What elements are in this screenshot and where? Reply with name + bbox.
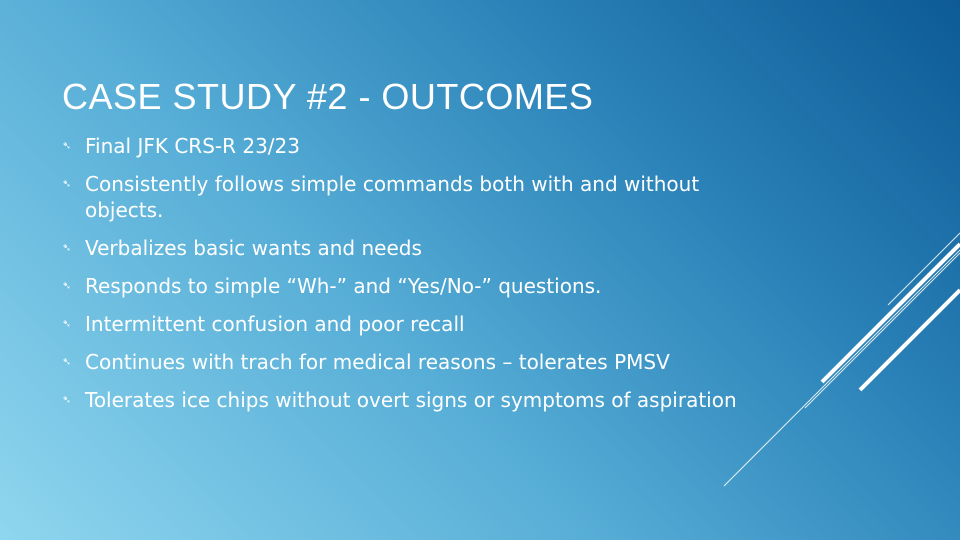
list-item (62, 387, 742, 413)
arrow-circle-icon: ➴ (62, 317, 72, 330)
arrow-circle-icon: ➴ (62, 177, 72, 190)
bullet-text: Intermittent confusion and poor recall (85, 312, 465, 336)
bullet-text: Verbalizes basic wants and needs (85, 236, 422, 260)
arrow-circle-icon: ➴ (62, 279, 72, 292)
bullet-text: Consistently follows simple commands both with and without objects. (85, 172, 700, 222)
bullet-text: Responds to simple “Wh-” and “Yes/No-” questions. (85, 274, 602, 298)
deco-line (888, 233, 960, 305)
list-item (62, 311, 742, 337)
deco-line (805, 253, 960, 408)
list-item (62, 235, 742, 261)
arrow-circle-icon: ➴ (62, 241, 72, 254)
list-item (62, 171, 742, 223)
deco-line (860, 290, 960, 390)
arrow-circle-icon: ➴ (62, 355, 72, 368)
arrow-circle-icon: ➴ (62, 139, 72, 152)
bullet-text: Tolerates ice chips without overt signs or symptoms of aspiration (85, 388, 737, 412)
bullet-text: Final JFK CRS-R 23/23 (85, 134, 300, 158)
list-item (62, 133, 742, 159)
list-item (62, 349, 742, 375)
slide-title: CASE STUDY #2 - OUTCOMES (62, 76, 594, 117)
bullet-list (62, 133, 742, 425)
deco-line (724, 250, 960, 486)
arrow-circle-icon: ➴ (62, 393, 72, 406)
list-item (62, 273, 742, 299)
bullet-text: Continues with trach for medical reasons – tolerates PMSV (85, 350, 670, 374)
